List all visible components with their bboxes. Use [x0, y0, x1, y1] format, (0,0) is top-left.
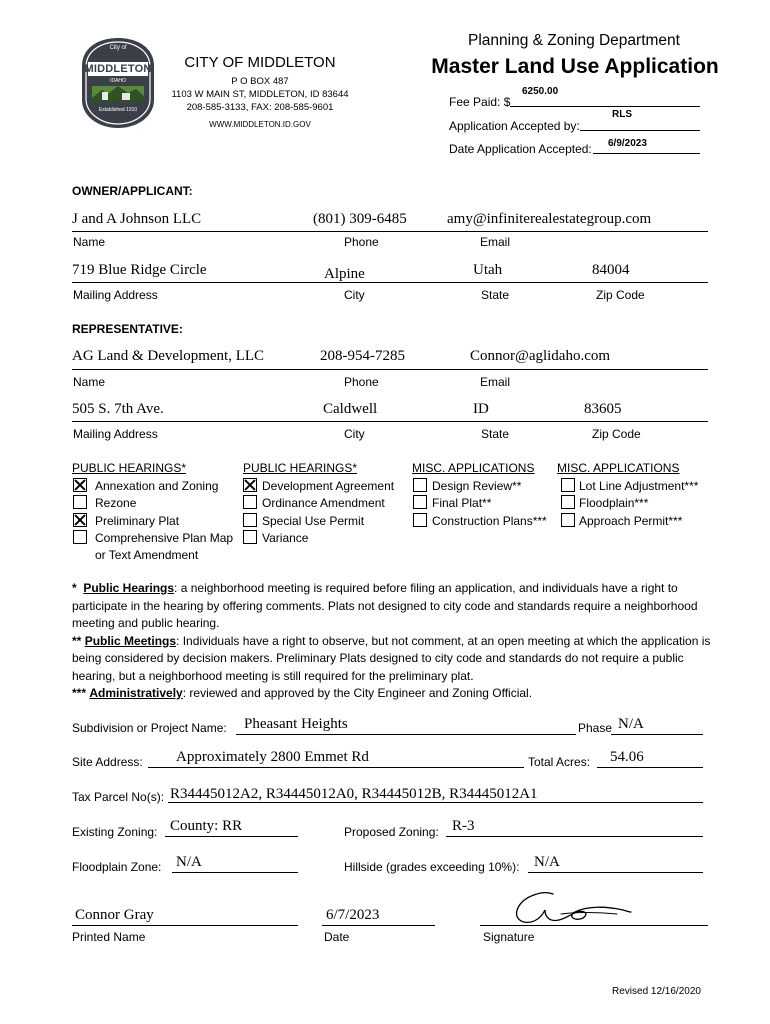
owner-city-label: City — [344, 288, 365, 302]
col4-header: MISC. APPLICATIONS — [557, 461, 680, 475]
accepted-by-value[interactable]: RLS — [612, 109, 632, 120]
owner-state[interactable]: Utah — [473, 262, 503, 278]
logo-established: Established 1910 — [98, 107, 138, 113]
col2-header: PUBLIC HEARINGS* — [243, 461, 358, 475]
owner-name-label: Name — [73, 235, 106, 249]
special-use-checkbox[interactable] — [243, 513, 257, 527]
date-value[interactable]: 6/7/2023 — [326, 907, 380, 923]
rep-name-label: Name — [73, 375, 106, 389]
city-address-block — [170, 54, 350, 131]
revised-date: Revised 12/16/2020 — [612, 986, 701, 997]
rep-address-label: Mailing Address — [73, 427, 158, 441]
lot-line-label: Lot Line Adjustment*** — [579, 479, 699, 493]
total-acres-label: Total Acres: — [528, 755, 591, 769]
rep-email[interactable]: Connor@aglidaho.com — [470, 348, 611, 364]
final-plat-label: Final Plat** — [432, 496, 492, 510]
rezone-label: Rezone — [95, 496, 137, 510]
development-agreement-checkbox[interactable] — [243, 478, 257, 492]
proposed-zoning-label: Proposed Zoning: — [344, 825, 439, 839]
owner-city[interactable]: Alpine — [324, 266, 365, 282]
variance-label: Variance — [262, 531, 309, 545]
preliminary-plat-label: Preliminary Plat — [95, 514, 180, 528]
annexation-checkbox[interactable] — [73, 478, 87, 492]
owner-zip[interactable]: 84004 — [592, 262, 630, 278]
owner-state-label: State — [481, 288, 510, 302]
logo-state: IDAHO — [110, 78, 126, 84]
tax-parcel-label: Tax Parcel No(s): — [72, 790, 165, 804]
existing-zoning-label: Existing Zoning: — [72, 825, 158, 839]
construction-plans-checkbox[interactable] — [413, 513, 427, 527]
col3-header: MISC. APPLICATIONS — [412, 461, 535, 475]
note-public-hearings: * Public Hearings: a neighborhood meeting is required before filing an application, and individuals have a right to participate in the hearing by offering comments. Plats not designed to city code and standards require a neighborhood meeting and public hearing. — [72, 581, 698, 630]
signature-label: Signature — [483, 930, 535, 944]
owner-address[interactable]: 719 Blue Ridge Circle — [72, 262, 207, 278]
note-administratively: *** Administratively: reviewed and approved by the City Engineer and Zoning Official. — [72, 686, 533, 700]
city-logo — [78, 36, 158, 130]
floodplain-zone-label: Floodplain Zone: — [72, 860, 162, 874]
approach-permit-label: Approach Permit*** — [579, 514, 683, 528]
notes-block — [72, 580, 712, 703]
approach-permit-checkbox[interactable] — [561, 513, 575, 527]
subdivision-label: Subdivision or Project Name: — [72, 721, 227, 735]
annexation-label: Annexation and Zoning — [95, 479, 219, 493]
comp-plan-label: Comprehensive Plan Map — [95, 531, 234, 545]
tax-parcel-value[interactable]: R34445012A2, R34445012A0, R34445012B, R34445012A1 — [170, 786, 538, 802]
ordinance-amendment-checkbox[interactable] — [243, 495, 257, 509]
owner-name[interactable]: J and A Johnson LLC — [72, 211, 202, 227]
rep-city-label: City — [344, 427, 365, 441]
variance-checkbox[interactable] — [243, 530, 257, 544]
preliminary-plat-checkbox[interactable] — [73, 513, 87, 527]
col1-header: PUBLIC HEARINGS* — [72, 461, 187, 475]
rep-state-label: State — [481, 427, 510, 441]
signature-image[interactable] — [505, 884, 635, 932]
phone-fax: 208-585-3133, FAX: 208-585-9601 — [186, 102, 334, 113]
owner-zip-label: Zip Code — [596, 288, 645, 302]
comp-plan-checkbox[interactable] — [73, 530, 87, 544]
note-public-meetings: ** Public Meetings: Individuals have a right to observe, but not comment, at an open meeting at which the application is being considered by decision makers. Preliminary Plats designed to city code and standards do not require a public hearing, but a neighborhood meeting is still required for the preliminary plat. — [72, 633, 711, 683]
owner-phone-label: Phone — [344, 235, 379, 249]
date-accepted-label: Date Application Accepted: — [449, 142, 592, 156]
total-acres-value[interactable]: 54.06 — [610, 749, 644, 765]
logo-name: MIDDLETON — [84, 63, 152, 75]
city-name: CITY OF MIDDLETON — [184, 54, 336, 71]
rep-section-label: REPRESENTATIVE: — [72, 322, 183, 336]
design-review-checkbox[interactable] — [413, 478, 427, 492]
site-address-value[interactable]: Approximately 2800 Emmet Rd — [176, 749, 369, 765]
rep-zip-label: Zip Code — [592, 427, 641, 441]
printed-name-label: Printed Name — [72, 930, 146, 944]
rep-name[interactable]: AG Land & Development, LLC — [72, 348, 265, 364]
rep-phone-label: Phone — [344, 375, 379, 389]
owner-email-label: Email — [480, 235, 511, 249]
rep-city[interactable]: Caldwell — [323, 401, 378, 417]
phase-value[interactable]: N/A — [618, 716, 644, 732]
rep-email-label: Email — [480, 375, 511, 389]
subdivision-value[interactable]: Pheasant Heights — [244, 716, 348, 732]
ordinance-amendment-label: Ordinance Amendment — [262, 496, 385, 510]
rezone-checkbox[interactable] — [73, 495, 87, 509]
department-name: Planning & Zoning Department — [468, 32, 680, 49]
existing-zoning-value[interactable]: County: RR — [170, 818, 243, 834]
proposed-zoning-value[interactable]: R-3 — [452, 818, 475, 834]
fee-value[interactable]: 6250.00 — [522, 86, 559, 97]
owner-section-label: OWNER/APPLICANT: — [72, 184, 193, 198]
development-agreement-label: Development Agreement — [262, 479, 395, 493]
date-label: Date — [324, 930, 350, 944]
floodplain-label: Floodplain*** — [579, 496, 649, 510]
phase-label: Phase — [578, 721, 613, 735]
final-plat-checkbox[interactable] — [413, 495, 427, 509]
floodplain-zone-value[interactable]: N/A — [176, 854, 202, 870]
rep-state[interactable]: ID — [473, 401, 489, 417]
street-address: 1103 W MAIN ST, MIDDLETON, ID 83644 — [171, 89, 349, 100]
owner-email[interactable]: amy@infiniterealestategroup.com — [447, 211, 652, 227]
website: WWW.MIDDLETON.ID.GOV — [209, 120, 311, 129]
floodplain-checkbox[interactable] — [561, 495, 575, 509]
fee-label: Fee Paid: $ — [449, 95, 511, 109]
logo-top-text: City of — [109, 45, 127, 51]
rep-phone[interactable]: 208-954-7285 — [320, 348, 405, 364]
date-accepted-value[interactable]: 6/9/2023 — [608, 138, 647, 149]
design-review-label: Design Review** — [432, 479, 522, 493]
po-box: P O BOX 487 — [231, 76, 289, 87]
lot-line-checkbox[interactable] — [561, 478, 575, 492]
hillside-value[interactable]: N/A — [534, 854, 560, 870]
owner-address-label: Mailing Address — [73, 288, 158, 302]
form-title: Master Land Use Application — [431, 55, 719, 78]
rep-address[interactable]: 505 S. 7th Ave. — [72, 401, 164, 417]
hillside-label: Hillside (grades exceeding 10%): — [344, 860, 520, 874]
special-use-label: Special Use Permit — [262, 514, 365, 528]
construction-plans-label: Construction Plans*** — [432, 514, 547, 528]
rep-zip[interactable]: 83605 — [584, 401, 622, 417]
accepted-by-label: Application Accepted by: — [449, 119, 580, 133]
printed-name-value[interactable]: Connor Gray — [75, 907, 154, 923]
owner-phone[interactable]: (801) 309-6485 — [313, 211, 407, 227]
comp-plan-label-extra: or Text Amendment — [95, 548, 199, 562]
site-address-label: Site Address: — [72, 755, 143, 769]
